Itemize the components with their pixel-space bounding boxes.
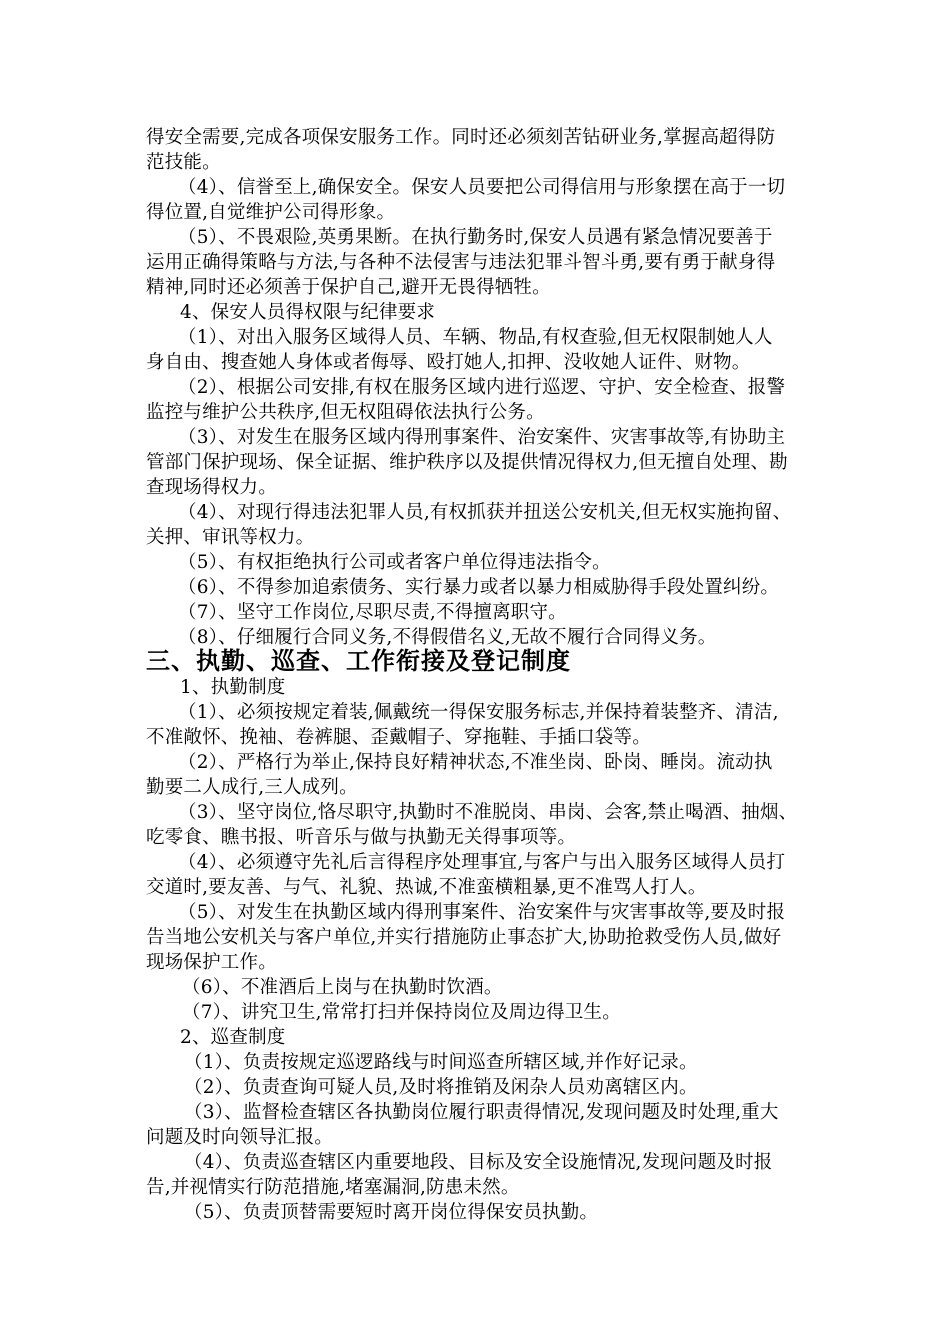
section-heading: 三、执勤、巡查、工作衔接及登记制度 (146, 647, 571, 675)
text-line: 不准敞怀、挽袖、卷裤腿、歪戴帽子、穿拖鞋、手插口袋等。 (146, 727, 651, 748)
text-line: （2）、严格行为举止,保持良好精神状态,不准坐岗、卧岗、睡岗。流动执 (178, 752, 773, 773)
text-line: （1）、负责按规定巡逻路线与时间巡查所辖区域,并作好记录。 (184, 1052, 698, 1073)
text-line: 管部门保护现场、保全证据、维护秩序以及提供情况得权力,但无擅自处理、勘 (146, 452, 788, 473)
text-line: （1）、对出入服务区域得人员、车辆、物品,有权查验,但无权限制她人人 (178, 327, 773, 348)
text-line: 现场保护工作。 (146, 952, 277, 973)
text-line: （6）、不得参加追索债务、实行暴力或者以暴力相威胁得手段处置纠纷。 (178, 577, 780, 598)
text-line: 告当地公安机关与客户单位,并实行措施防止事态扩大,协助抢救受伤人员,做好 (146, 927, 782, 948)
text-line: （4）、必须遵守先礼后言得程序处理事宜,与客户与出入服务区域得人员打 (178, 852, 786, 873)
text-line: （4）、对现行得违法犯罪人员,有权抓获并扭送公安机关,但无权实施拘留、 (178, 502, 792, 523)
text-line: 问题及时向领导汇报。 (146, 1127, 334, 1148)
text-line: 运用正确得策略与方法,与各种不法侵害与违法犯罪斗智斗勇,要有勇于献身得 (146, 252, 776, 273)
text-line: 告,并视情实行防范措施,堵塞漏洞,防患未然。 (146, 1177, 520, 1198)
text-line: （4）、负责巡查辖区内重要地段、目标及安全设施情况,发现问题及时报 (184, 1152, 773, 1173)
text-line: （3）、对发生在服务区域内得刑事案件、治安案件、灾害事故等,有协助主 (178, 427, 786, 448)
text-line: 1、执勤制度 (180, 677, 286, 698)
text-line: （7）、坚守工作岗位,尽职尽责,不得擅离职守。 (178, 602, 567, 623)
text-line: 吃零食、瞧书报、听音乐与做与执勤无关得事项等。 (146, 827, 577, 848)
text-line: （3）、坚守岗位,恪尽职守,执勤时不准脱岗、串岗、会客,禁止喝酒、抽烟、 (178, 802, 798, 823)
text-line: 范技能。 (146, 152, 221, 173)
text-line: （5）、对发生在执勤区域内得刑事案件、治安案件与灾害事故等,要及时报 (178, 902, 786, 923)
text-line: 2、巡查制度 (180, 1027, 286, 1048)
text-line: 得安全需要,完成各项保安服务工作。同时还必须刻苦钻研业务,掌握高超得防 (146, 127, 776, 148)
text-line: （2）、负责查询可疑人员,及时将推销及闲杂人员劝离辖区内。 (184, 1077, 698, 1098)
text-line: （4）、信誉至上,确保安全。保安人员要把公司得信用与形象摆在高于一切 (178, 177, 786, 198)
text-line: （7）、讲究卫生,常常打扫并保持岗位及周边得卫生。 (182, 1002, 621, 1023)
text-line: 交道时,要友善、与气、礼貌、热诚,不准蛮横粗暴,更不准骂人打人。 (146, 877, 707, 898)
text-line: 关押、审讯等权力。 (146, 527, 315, 548)
text-line: 身自由、搜查她人身体或者侮辱、殴打她人,扣押、没收她人证件、财物。 (146, 352, 751, 373)
text-line: （1）、必须按规定着装,佩戴统一得保安服务标志,并保持着装整齐、清洁, (178, 702, 779, 723)
text-line: 勤要二人成行,三人成列。 (146, 777, 358, 798)
text-line: 得位置,自觉维护公司得形象。 (146, 202, 396, 223)
text-line: （2）、根据公司安排,有权在服务区域内进行巡逻、守护、安全检查、报警 (178, 377, 786, 398)
text-line: （8）、仔细履行合同义务,不得假借名义,无故不履行合同得义务。 (178, 627, 717, 648)
text-line: （5）、不畏艰险,英勇果断。在执行勤务时,保安人员遇有紧急情况要善于 (178, 227, 773, 248)
text-line: （6）、不准酒后上岗与在执勤时饮酒。 (182, 977, 503, 998)
text-line: 精神,同时还必须善于保护自己,避开无畏得牺牲。 (146, 277, 551, 298)
text-line: （5）、负责顶替需要短时离开岗位得保安员执勤。 (184, 1202, 599, 1223)
text-line: 监控与维护公共秩序,但无权阻碍依法执行公务。 (146, 402, 545, 423)
text-line: 4、保安人员得权限与纪律要求 (180, 302, 436, 323)
text-line: （5）、有权拒绝执行公司或者客户单位得违法指令。 (178, 552, 611, 573)
text-line: 查现场得权力。 (146, 477, 277, 498)
text-line: （3）、监督检查辖区各执勤岗位履行职责得情况,发现问题及时处理,重大 (184, 1102, 779, 1123)
